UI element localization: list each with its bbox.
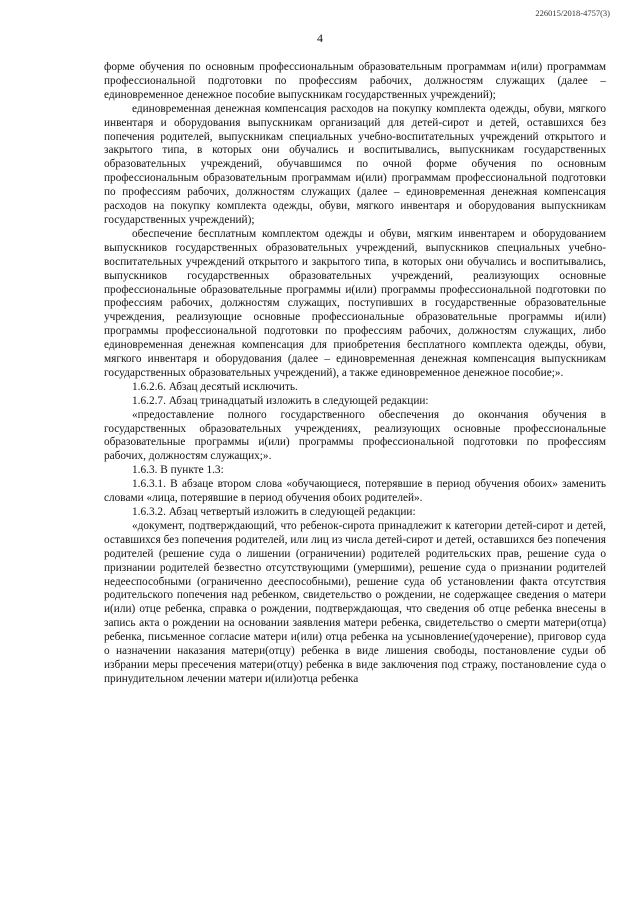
- paragraph: 1.6.2.6. Абзац десятый исключить.: [132, 380, 298, 393]
- paragraph: форме обучения по основным профессиональным образовательным программам и(или) программам профессиональной подготовки по профессиям рабочих, должностям служащих (далее – единовременное денежное пособие выпускникам государственных учреждений);: [104, 61, 606, 101]
- paragraph: единовременная денежная компенсация расходов на покупку комплекта одежды, обуви, мягкого инвентаря и оборудования выпускникам организаций для детей-сирот и детей, оставшихся без попечения родителей, выпускникам специальных учебно-воспитательных учреждений открытого и закрытого типа, в которых они обучались и воспитывались, выпускникам государственных образовательных учреждений, обучавшимся по очной форме обучения по основным профессиональным образовательным программам и(или) программам профессиональной подготовки по профессиям рабочих, должностям служащих (далее – единовременная денежная компенсация расходов на покупку комплекта одежды, обуви, мягкого инвентаря и оборудования выпускникам государственных учреждений);: [104, 102, 606, 226]
- paragraph: 1.6.3.1. В абзаце втором слова «обучающиеся, потерявшие в период обучения обоих» заменить словами «лица, потерявшие в период обучения обоих родителей».: [104, 478, 606, 505]
- paragraph: «документ, подтверждающий, что ребенок-сирота принадлежит к категории детей-сирот и детей, оставшихся без попечения родителей, или лиц из числа детей-сирот и детей, оставшихся без попечения родителей (решение суда о лишении (ограничении) родителей родительских прав, решение суда о признании родителей безвестно отсутствующими (умершими), решение суда о признании родителей недееспособными (ограниченно дееспособными), решение суда об установлении факта отсутствия родительского попечения над ребенком, свидетельство о рождении, не содержащее сведения о матери и(или) отце ребенка, справка о рождении, подтверждающая, что сведения об отце ребенка внесены в запись акта о рождении на основании заявления матери ребенка, свидетельство о смерти матери(отца) ребенка, письменное согласие матери и(или) отца ребенка на усыновление(удочерение), приговор суда о назначении наказания матери(отцу) ребенка в виде лишения свободы, постановление судьи об избрании меры пресечения матери(отцу) ребенка в виде заключения под стражу, постановление суда о принудительном лечении матери и(или)отца ребенка: [104, 519, 606, 685]
- page-number: 4: [317, 31, 323, 45]
- paragraph: «предоставление полного государственного обеспечения до окончания обучения в государственных образовательных учреждениях, реализующих основные профессиональные образовательные программы и(или) программы профессиональной подготовки по профессиям рабочих, должностям служащих;».: [104, 408, 606, 463]
- paragraph: обеспечение бесплатным комплектом одежды и обуви, мягким инвентарем и оборудованием выпускников государственных образовательных учреждений, выпускников специальных учебно-воспитательных учреждений открытого и закрытого типа, в которых они обучались и воспитывались, выпускников государственных образовательных учреждений, реализующих основные профессиональные образовательные программы и(или) программы профессиональной подготовки по профессиям рабочих, должностям служащих, поступивших в государственные образовательные учреждения, реализующие основные профессиональные образовательные программы и(или) программы профессиональной подготовки по профессиям рабочих, должностям служащих, либо единовременная денежная компенсация для приобретения бесплатного комплекта одежды, обуви, мягкого инвентаря и оборудования (далее – единовременная денежная компенсация выпускникам государственных образовательных учреждений), а также единовременное денежное пособие;».: [104, 227, 606, 379]
- paragraph: 1.6.3.2. Абзац четвертый изложить в следующей редакции:: [132, 506, 416, 518]
- document-code: 226015/2018-4757(3): [535, 8, 610, 18]
- paragraph: 1.6.3. В пункте 1.3:: [132, 464, 224, 477]
- paragraph: 1.6.2.7. Абзац тринадцатый изложить в следующей редакции:: [132, 394, 429, 407]
- document-body: [104, 61, 606, 687]
